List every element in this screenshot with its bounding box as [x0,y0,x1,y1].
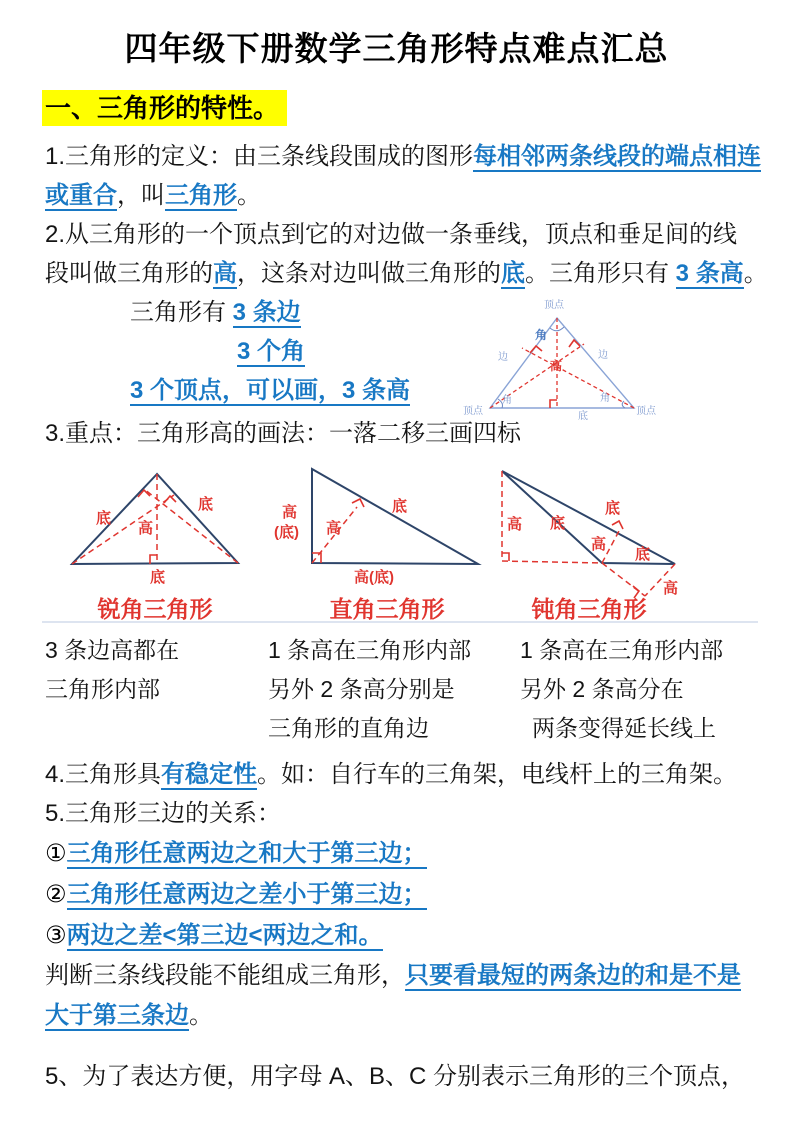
text-run: 。 [237,182,261,209]
key-term: 3 个顶点，可以画，3 条高 [130,377,411,404]
label-base-left: 底 [96,510,112,527]
text-run: 三角形有 [130,299,233,326]
label-angle-right: 角 [600,393,610,404]
paragraph-judge-line1 [45,956,757,996]
altitude-line [72,495,174,564]
figure-caption-obtuse: 钝角三角形 [531,596,647,622]
text-run: 。 [189,1002,213,1029]
key-term: 每相邻两条线段的端点相连 [473,143,762,170]
rule-item-3 [45,915,757,956]
label-height-base-left1: 高 [282,504,298,521]
key-term: 或重合 [45,182,117,209]
label-base: 底 [578,411,588,422]
label-height-mid: 高 [591,536,607,553]
notes-column-right [268,631,520,748]
note-line: 三角形的直角边 [268,715,429,741]
notes-column-obtuse [520,631,760,748]
triangle-height-figures [0,459,793,622]
key-term: 只要看最短的两条边的和是不是 [405,962,741,989]
label-base-hypotenuse: 底 [392,498,408,515]
label-height: 高 [550,359,563,373]
right-angle-mark [530,346,542,353]
rule-text: 三角形任意两边之和大于第三边； [66,840,427,867]
note-line: 两条变得延长线上 [532,715,716,741]
figure-caption-right: 直角三角形 [329,596,445,622]
text-run: 。三角形只有 [525,260,676,287]
key-term: 大于第三条边 [45,1002,189,1029]
key-term: 有稳定性 [161,761,258,788]
rule-text: 三角形任意两边之差小于第三边； [66,881,427,908]
text-run: ，这条对边叫做三角形的 [237,260,501,287]
paragraph-stability [45,755,757,794]
paragraph-key-point: 3.重点：三角形高的画法：一落二移三画四标 [45,420,522,447]
label-angle-left: 角 [502,395,512,406]
figure-caption-acute: 锐角三角形 [97,596,213,622]
label-base-bottom: 底 [635,546,651,563]
page-title: 四年级下册数学三角形特点难点汇总 [124,30,669,67]
key-term: 高 [213,260,237,287]
circled-number: ② [45,881,67,908]
label-height: 高 [326,520,342,537]
note-line: 1 条高在三角形内部 [268,637,472,663]
right-angle-mark [612,521,623,529]
rule-item-2 [45,874,757,915]
figure-acute-triangle [50,461,260,585]
label-side-right: 边 [598,350,608,361]
altitude-line [522,348,634,408]
label-height-left: 高 [507,516,523,533]
label-base-bottom: 底 [150,569,166,585]
text-run: 4.三角形具 [45,761,162,788]
triangle-parts-diagram [462,296,692,424]
note-line: 另外 2 条高分别是 [268,676,455,702]
right-angle-mark [569,340,580,347]
key-term: 底 [501,260,525,287]
base-extension-line [502,561,602,563]
angle-arc [622,401,625,408]
key-term: 3 个角 [237,338,306,365]
label-base-inner: 底 [550,515,566,532]
circled-number: ③ [45,922,67,949]
key-term: 3 条高 [675,260,744,287]
circled-number: ① [45,840,67,867]
paragraph-definition-line1 [45,137,762,176]
text-run: 。如：自行车的三角架，电线杆上的三角架。 [257,761,738,788]
right-angle-mark [550,400,557,408]
paragraph-height-line1: 2.从三角形的一个顶点到它的对边做一条垂线，顶点和垂足间的线 [45,221,738,248]
key-term: 三角形 [165,182,237,209]
text-run: 段叫做三角形的 [45,260,213,287]
paragraph-side-relations: 5.三角形三边的关系： [45,800,282,827]
right-angle-mark [164,496,176,503]
notes-column-acute [45,631,268,748]
label-base-top: 底 [605,500,621,517]
text-run: 判断三条线段能不能组成三角形， [45,962,405,989]
label-height: 高 [138,520,154,537]
triangle-outline [312,469,478,564]
note-line: 3 条边高都在 [45,637,180,663]
label-vertex-top: 顶点 [544,300,564,311]
note-line: 1 条高在三角形内部 [520,637,724,663]
text-run: 。 [743,260,768,287]
label-side-left: 边 [498,352,508,363]
right-angle-mark [502,553,509,561]
label-height-right: 高 [663,580,679,597]
paragraph-height-line2 [45,254,768,293]
note-line: 三角形内部 [45,676,160,702]
label-height-base-bottom: 高(底) [354,569,394,585]
paragraph-definition-line2 [45,176,757,215]
label-base-right: 底 [198,496,214,513]
right-angle-mark [352,499,364,507]
label-angle-top: 角 [535,328,548,342]
altitude-line [144,489,238,563]
key-term: 3 条边 [232,299,301,326]
rule-item-1 [45,833,757,874]
text-run: ，叫 [117,182,165,209]
label-height-base-left2: (底) [274,524,299,541]
paragraph-judge-line2 [45,996,757,1036]
figure-notes [45,631,793,748]
label-vertex-left: 顶点 [463,406,483,417]
note-line: 另外 2 条高分在 [520,676,684,702]
figure-right-triangle [270,461,490,585]
text-run: 1.三角形的定义：由三条线段围成的图形 [45,143,474,170]
label-vertex-right: 顶点 [636,406,656,417]
rule-text: 两边之差<第三边<两边之和。 [66,922,383,949]
section-heading-highlight: 一、三角形的特性。 [42,90,287,126]
paragraph-vertex-letters: 5、为了表达方便，用字母 A、B、C 分别表示三角形的三个顶点， [45,1063,746,1090]
